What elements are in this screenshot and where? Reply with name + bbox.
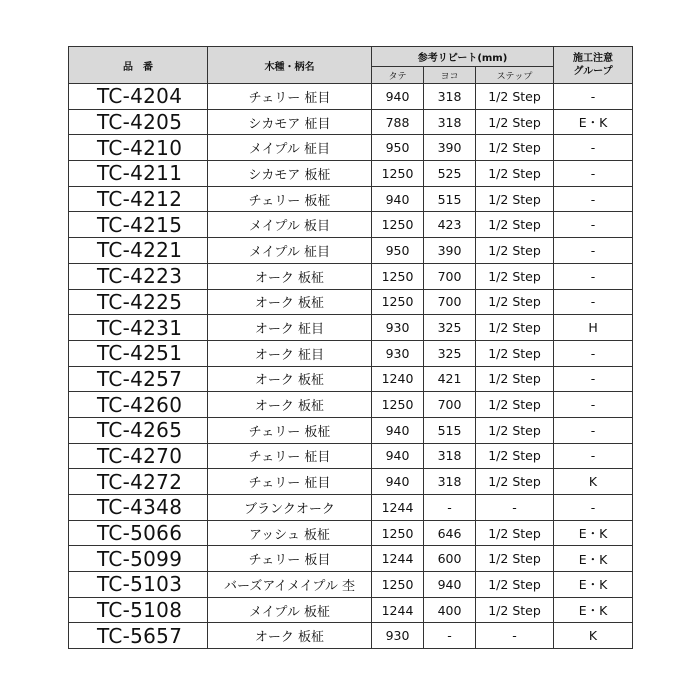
cell-step: - xyxy=(476,623,554,649)
cell-group: - xyxy=(554,135,633,161)
table-row xyxy=(69,443,633,469)
table-row xyxy=(69,186,633,212)
cell-wood: メイプル 板目 xyxy=(208,212,372,238)
cell-code: TC-4270 xyxy=(69,443,208,469)
table-row xyxy=(69,289,633,315)
cell-yoko: 515 xyxy=(424,186,476,212)
product-spec-table xyxy=(68,46,633,649)
cell-wood: チェリー 板柾 xyxy=(208,186,372,212)
cell-group: K xyxy=(554,623,633,649)
cell-step: 1/2 Step xyxy=(476,443,554,469)
header-row xyxy=(69,47,633,67)
table-row xyxy=(69,263,633,289)
table-row xyxy=(69,366,633,392)
cell-yoko: - xyxy=(424,495,476,521)
header-repeat: 参考リピート(mm) xyxy=(372,47,554,67)
cell-yoko: 700 xyxy=(424,263,476,289)
cell-tate: 950 xyxy=(372,238,424,264)
table-row xyxy=(69,340,633,366)
cell-tate: 940 xyxy=(372,186,424,212)
cell-yoko: 318 xyxy=(424,443,476,469)
cell-tate: 1250 xyxy=(372,263,424,289)
cell-code: TC-4210 xyxy=(69,135,208,161)
cell-wood: オーク 板柾 xyxy=(208,623,372,649)
cell-wood: オーク 板柾 xyxy=(208,263,372,289)
table-row xyxy=(69,469,633,495)
cell-wood: チェリー 板目 xyxy=(208,546,372,572)
cell-tate: 1250 xyxy=(372,289,424,315)
cell-group: H xyxy=(554,315,633,341)
cell-step: 1/2 Step xyxy=(476,340,554,366)
cell-tate: 930 xyxy=(372,340,424,366)
cell-step: 1/2 Step xyxy=(476,135,554,161)
cell-yoko: 390 xyxy=(424,238,476,264)
table-row xyxy=(69,572,633,598)
cell-step: 1/2 Step xyxy=(476,212,554,238)
cell-step: 1/2 Step xyxy=(476,520,554,546)
cell-wood: バーズアイメイプル 杢 xyxy=(208,572,372,598)
cell-tate: 930 xyxy=(372,315,424,341)
cell-wood: チェリー 柾目 xyxy=(208,469,372,495)
header-tate: タテ xyxy=(372,67,424,84)
cell-yoko: 400 xyxy=(424,597,476,623)
cell-code: TC-5099 xyxy=(69,546,208,572)
cell-wood: ブランクオーク xyxy=(208,495,372,521)
table-row xyxy=(69,238,633,264)
cell-step: 1/2 Step xyxy=(476,238,554,264)
header-group xyxy=(554,47,633,84)
table-header xyxy=(69,47,633,84)
table-row xyxy=(69,623,633,649)
table-row xyxy=(69,84,633,110)
cell-wood: メイプル 板柾 xyxy=(208,597,372,623)
cell-wood: メイプル 柾目 xyxy=(208,135,372,161)
cell-yoko: 318 xyxy=(424,84,476,110)
cell-group: - xyxy=(554,392,633,418)
cell-code: TC-4260 xyxy=(69,392,208,418)
table-row xyxy=(69,597,633,623)
cell-group: - xyxy=(554,186,633,212)
cell-code: TC-4221 xyxy=(69,238,208,264)
cell-tate: 1250 xyxy=(372,520,424,546)
cell-wood: チェリー 柾目 xyxy=(208,84,372,110)
cell-wood: シカモア 柾目 xyxy=(208,109,372,135)
cell-group: E・K xyxy=(554,109,633,135)
cell-wood: オーク 板柾 xyxy=(208,289,372,315)
cell-step: 1/2 Step xyxy=(476,289,554,315)
cell-code: TC-4223 xyxy=(69,263,208,289)
cell-group: - xyxy=(554,161,633,187)
table-row xyxy=(69,546,633,572)
cell-tate: 950 xyxy=(372,135,424,161)
table-body xyxy=(69,84,633,649)
cell-step: 1/2 Step xyxy=(476,315,554,341)
table-row xyxy=(69,315,633,341)
header-group-line2: グループ xyxy=(573,66,613,77)
cell-group: E・K xyxy=(554,546,633,572)
cell-code: TC-4231 xyxy=(69,315,208,341)
cell-code: TC-4215 xyxy=(69,212,208,238)
cell-code: TC-4265 xyxy=(69,417,208,443)
cell-yoko: 700 xyxy=(424,392,476,418)
cell-step: 1/2 Step xyxy=(476,161,554,187)
cell-yoko: 940 xyxy=(424,572,476,598)
cell-wood: アッシュ 板柾 xyxy=(208,520,372,546)
cell-tate: 940 xyxy=(372,443,424,469)
cell-code: TC-4348 xyxy=(69,495,208,521)
cell-step: 1/2 Step xyxy=(476,597,554,623)
cell-code: TC-5657 xyxy=(69,623,208,649)
cell-wood: シカモア 板柾 xyxy=(208,161,372,187)
header-code: 品 番 xyxy=(69,47,208,84)
cell-step: 1/2 Step xyxy=(476,546,554,572)
header-wood: 木種・柄名 xyxy=(208,47,372,84)
cell-yoko: - xyxy=(424,623,476,649)
cell-group: - xyxy=(554,84,633,110)
cell-group: - xyxy=(554,238,633,264)
cell-wood: チェリー 柾目 xyxy=(208,443,372,469)
cell-step: 1/2 Step xyxy=(476,469,554,495)
cell-step: 1/2 Step xyxy=(476,366,554,392)
cell-code: TC-5103 xyxy=(69,572,208,598)
cell-group: - xyxy=(554,289,633,315)
table-row xyxy=(69,109,633,135)
cell-group: - xyxy=(554,366,633,392)
cell-yoko: 421 xyxy=(424,366,476,392)
cell-tate: 940 xyxy=(372,417,424,443)
cell-group: E・K xyxy=(554,597,633,623)
cell-yoko: 325 xyxy=(424,315,476,341)
cell-yoko: 600 xyxy=(424,546,476,572)
cell-step: 1/2 Step xyxy=(476,417,554,443)
cell-tate: 940 xyxy=(372,469,424,495)
cell-step: 1/2 Step xyxy=(476,263,554,289)
cell-yoko: 318 xyxy=(424,109,476,135)
cell-yoko: 700 xyxy=(424,289,476,315)
cell-yoko: 646 xyxy=(424,520,476,546)
cell-step: 1/2 Step xyxy=(476,392,554,418)
cell-wood: オーク 板柾 xyxy=(208,366,372,392)
cell-code: TC-4212 xyxy=(69,186,208,212)
cell-tate: 930 xyxy=(372,623,424,649)
cell-code: TC-4257 xyxy=(69,366,208,392)
cell-yoko: 423 xyxy=(424,212,476,238)
cell-wood: オーク 柾目 xyxy=(208,340,372,366)
cell-group: - xyxy=(554,417,633,443)
table-row xyxy=(69,495,633,521)
cell-step: 1/2 Step xyxy=(476,84,554,110)
cell-yoko: 325 xyxy=(424,340,476,366)
cell-group: E・K xyxy=(554,572,633,598)
cell-group: - xyxy=(554,443,633,469)
cell-step: 1/2 Step xyxy=(476,572,554,598)
cell-code: TC-5066 xyxy=(69,520,208,546)
cell-group: E・K xyxy=(554,520,633,546)
header-yoko: ヨコ xyxy=(424,67,476,84)
cell-code: TC-4272 xyxy=(69,469,208,495)
cell-tate: 1250 xyxy=(372,572,424,598)
cell-code: TC-4225 xyxy=(69,289,208,315)
table-row xyxy=(69,135,633,161)
table-row xyxy=(69,520,633,546)
table-row xyxy=(69,392,633,418)
table-row xyxy=(69,212,633,238)
cell-tate: 1244 xyxy=(372,597,424,623)
cell-code: TC-4204 xyxy=(69,84,208,110)
cell-group: - xyxy=(554,495,633,521)
cell-code: TC-5108 xyxy=(69,597,208,623)
cell-tate: 1240 xyxy=(372,366,424,392)
cell-tate: 1244 xyxy=(372,495,424,521)
table-row xyxy=(69,161,633,187)
cell-group: - xyxy=(554,212,633,238)
cell-yoko: 390 xyxy=(424,135,476,161)
cell-group: - xyxy=(554,340,633,366)
header-step: ステップ xyxy=(476,67,554,84)
header-group-line1: 施工注意 xyxy=(573,53,614,64)
cell-wood: オーク 柾目 xyxy=(208,315,372,341)
cell-tate: 940 xyxy=(372,84,424,110)
cell-yoko: 318 xyxy=(424,469,476,495)
table-row xyxy=(69,417,633,443)
cell-yoko: 525 xyxy=(424,161,476,187)
cell-wood: オーク 板柾 xyxy=(208,392,372,418)
cell-group: - xyxy=(554,263,633,289)
cell-tate: 1250 xyxy=(372,212,424,238)
cell-code: TC-4251 xyxy=(69,340,208,366)
cell-step: 1/2 Step xyxy=(476,109,554,135)
cell-tate: 788 xyxy=(372,109,424,135)
cell-code: TC-4205 xyxy=(69,109,208,135)
cell-wood: チェリー 板柾 xyxy=(208,417,372,443)
cell-tate: 1250 xyxy=(372,161,424,187)
cell-yoko: 515 xyxy=(424,417,476,443)
cell-tate: 1250 xyxy=(372,392,424,418)
cell-tate: 1244 xyxy=(372,546,424,572)
cell-step: 1/2 Step xyxy=(476,186,554,212)
cell-group: K xyxy=(554,469,633,495)
cell-wood: メイプル 柾目 xyxy=(208,238,372,264)
cell-code: TC-4211 xyxy=(69,161,208,187)
cell-step: - xyxy=(476,495,554,521)
